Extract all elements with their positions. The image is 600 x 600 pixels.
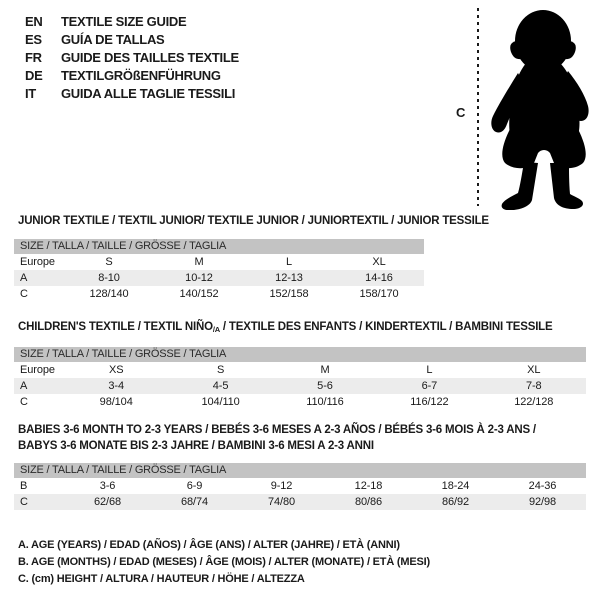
value-cell: 158/170 [359,288,399,300]
size-header-band: SIZE / TALLA / TAILLE / GRÖSSE / TAGLIA [14,463,586,478]
height-marker-label: C [456,105,466,120]
junior-size-table [14,239,424,302]
row-label-cell: C [20,496,28,508]
value-cell: 6-9 [186,480,203,492]
value-cell: 5-6 [317,380,333,392]
language-code: EN [25,14,43,29]
section-title-babies [18,422,536,454]
value-cell: 4-5 [212,380,229,392]
value-cell: 6-7 [421,380,438,392]
value-cell: XL [372,256,386,268]
toddler-silhouette-icon [488,5,598,210]
size-header-band: SIZE / TALLA / TAILLE / GRÖSSE / TAGLIA [14,239,424,254]
value-cell: 8-10 [98,272,120,284]
title-line: BABIES 3-6 MONTH TO 2-3 YEARS / BEBÉS 3-6 MESES A 2-3 AÑOS / BÉBÉS 3-6 MOIS À 2-3 ANS / [18,424,536,436]
language-label: TEXTILGRÖßENFÜHRUNG [61,68,221,83]
row-label-cell: A [20,380,28,392]
section-title-children [18,321,552,334]
language-title-list [25,13,239,103]
language-row-de [25,67,239,85]
language-label: GUIDA ALLE TAGLIE TESSILI [61,86,236,101]
value-cell: 24-36 [528,480,557,492]
value-cell: 104/110 [201,396,240,408]
language-row-fr [25,49,239,67]
value-cell: 18-24 [441,480,470,492]
table-row [14,270,424,286]
value-cell: S [216,364,225,376]
value-cell: 98/104 [99,396,133,408]
language-label: GUÍA DE TALLAS [61,32,165,47]
value-cell: L [285,256,293,268]
value-cell: 14-16 [365,272,393,284]
title-subscript: /A [212,325,220,334]
value-cell: 86/92 [441,496,470,508]
note-age-years: A. AGE (YEARS) / EDAD (AÑOS) / ÂGE (ANS) / ALTER (JAHRE) / ETÀ (ANNI) [18,539,400,551]
table-row [14,478,586,494]
value-cell: 10-12 [185,272,213,284]
table-row [14,362,586,378]
table-row [14,286,424,302]
value-cell: 80/86 [354,496,383,508]
table-row [14,394,586,410]
value-cell: 3-4 [108,380,124,392]
table-row [14,494,586,510]
language-row-it [25,85,239,103]
value-cell: 12-13 [275,272,303,284]
babies-size-table [14,463,586,510]
table-row [14,254,424,270]
value-cell: 128/140 [89,288,129,300]
note-age-months: B. AGE (MONTHS) / EDAD (MESES) / ÂGE (MOIS) / ALTER (MONATE) / ETÀ (MESI) [18,556,430,568]
table-row [14,378,586,394]
row-label-cell: B [20,480,28,492]
row-label-cell: A [20,272,28,284]
language-code: IT [25,86,36,101]
title-part: / TEXTILE DES ENFANTS / KINDERTEXTIL / BAMBINI TESSILE [219,321,553,333]
section-title-junior: JUNIOR TEXTILE / TEXTIL JUNIOR/ TEXTILE JUNIOR / JUNIORTEXTIL / JUNIOR TESSILE [18,215,489,227]
value-cell: 140/152 [179,288,219,300]
value-cell: 62/68 [93,496,122,508]
language-label: GUIDE DES TAILLES TEXTILE [61,50,239,65]
language-code: FR [25,50,42,65]
value-cell: 116/122 [410,396,449,408]
dotted-measure-line [477,8,479,206]
height-figure [440,0,600,215]
value-cell: M [194,256,204,268]
value-cell: XS [108,364,124,376]
value-cell: XL [527,364,541,376]
language-row-en [25,13,239,31]
children-size-table [14,347,586,410]
value-cell: 7-8 [525,380,542,392]
value-cell: M [320,364,330,376]
value-cell: 68/74 [180,496,209,508]
title-part: CHILDREN'S TEXTILE / TEXTIL NIÑO [18,321,213,333]
legend-notes [18,537,430,588]
value-cell: 110/116 [306,396,344,408]
value-cell: 152/158 [269,288,309,300]
size-header-band: SIZE / TALLA / TAILLE / GRÖSSE / TAGLIA [14,347,586,362]
note-height: C. (cm) HEIGHT / ALTURA / HAUTEUR / HÖHE / ALTEZZA [18,573,305,585]
value-cell: 92/98 [528,496,557,508]
language-label: TEXTILE SIZE GUIDE [61,14,187,29]
language-code: ES [25,32,42,47]
row-label-cell: C [20,288,28,300]
value-cell: 122/128 [514,396,554,408]
row-label-cell: C [20,396,28,408]
row-label-cell: Europe [20,256,55,268]
value-cell: L [426,364,433,376]
value-cell: S [105,256,113,268]
value-cell: 74/80 [267,496,296,508]
value-cell: 3-6 [99,480,116,492]
value-cell: 12-18 [354,480,383,492]
title-line: BABYS 3-6 MONATE BIS 2-3 JAHRE / BAMBINI 3-6 MESI A 2-3 ANNI [18,440,374,452]
row-label-cell: Europe [20,364,55,376]
value-cell: 9-12 [270,480,293,492]
language-row-es [25,31,239,49]
language-code: DE [25,68,43,83]
